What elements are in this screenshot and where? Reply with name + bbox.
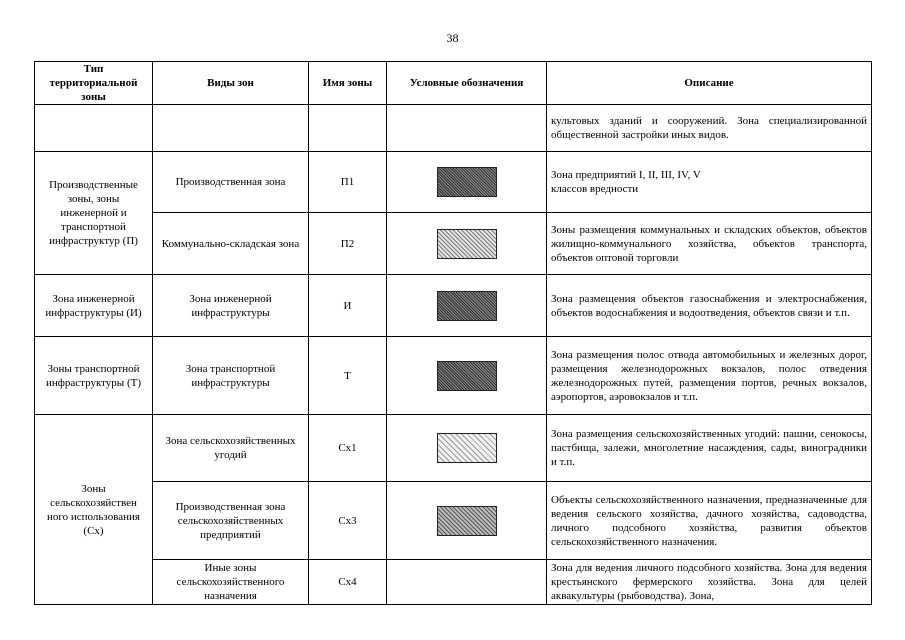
- header-description: Описание: [547, 62, 872, 105]
- table-row: [35, 415, 872, 482]
- medium-hatch-swatch: [437, 506, 497, 536]
- zone-code: П2: [309, 213, 387, 275]
- header-zone-name: Имя зоны: [309, 62, 387, 105]
- description-line: классов вредности: [551, 183, 639, 195]
- zone-description: [547, 152, 872, 213]
- zone-kind: Коммунально-складская зона: [153, 213, 309, 275]
- legend-cell: [387, 152, 547, 213]
- zone-code: П1: [309, 152, 387, 213]
- empty-cell: [309, 105, 387, 152]
- dense-hatch-swatch: [437, 167, 497, 197]
- table-row: [35, 213, 872, 275]
- zone-description: Зона размещения объектов газоснабжения и электроснабжения, объектов водоснабжения и водоотведения, объектов связи и т.п.: [547, 275, 872, 337]
- legend-cell: [387, 415, 547, 482]
- zone-type-agricultural: Зоны сельскохозяйствен ного использования (Сх): [35, 415, 153, 605]
- header-zone-kinds: Виды зон: [153, 62, 309, 105]
- table-row: [35, 482, 872, 560]
- dense-hatch-swatch: [437, 291, 497, 321]
- table-row: [35, 560, 872, 605]
- zone-description: культовых зданий и сооружений. Зона специализированной общественной застройки иных видов.: [547, 105, 872, 152]
- legend-cell: [387, 213, 547, 275]
- zone-type-production: Производственные зоны, зоны инженерной и транспортной инфраструктур (П): [35, 152, 153, 275]
- zone-type-transport: Зоны транспортной инфраструктуры (Т): [35, 337, 153, 415]
- zone-kind: Иные зоны сельскохозяйственного назначения: [153, 560, 309, 605]
- zone-description: Зона для ведения личного подсобного хозяйства. Зона для ведения крестьянского фермерского хозяйства. Зона для целей аквакультуры (рыбоводства). Зона,: [547, 560, 872, 605]
- zone-type-engineering: Зона инженерной инфраструктуры (И): [35, 275, 153, 337]
- legend-cell: [387, 482, 547, 560]
- legend-cell: [387, 275, 547, 337]
- light-hatch-swatch: [437, 433, 497, 463]
- legend-cell: [387, 337, 547, 415]
- header-zone-type: Тип территориальной зоны: [35, 62, 153, 105]
- description-line: Зона предприятий I, II, III, IV, V: [551, 169, 701, 181]
- zone-kind: Производственная зона: [153, 152, 309, 213]
- zone-description: Зона размещения сельскохозяйственных угодий: пашни, сенокосы, пастбища, залежи, многолетние насаждения, сады, виноградники и т.п.: [547, 415, 872, 482]
- table-row: [35, 275, 872, 337]
- zone-code: Сх3: [309, 482, 387, 560]
- empty-cell: [153, 105, 309, 152]
- zones-table: [34, 61, 872, 605]
- header-legend: Условные обозначения: [387, 62, 547, 105]
- table-header-row: [35, 62, 872, 105]
- table-row: [35, 152, 872, 213]
- dense-hatch-swatch: [437, 361, 497, 391]
- zone-description: Объекты сельскохозяйственного назначения, предназначенные для ведения сельского хозяйства, дачного хозяйства, садоводства, личного подсобного хозяйства, развития объектов сельскохозяйственного назначения.: [547, 482, 872, 560]
- empty-cell: [387, 105, 547, 152]
- page-number: 38: [446, 31, 459, 45]
- zone-description: Зона размещения полос отвода автомобильных и железных дорог, размещения железнодорожных вокзалов, полос отведения железнодорожных путей, размещения портов, речных вокзалов, аэропортов, аэровокзалов и т.п.: [547, 337, 872, 415]
- zone-code: Т: [309, 337, 387, 415]
- zone-description: Зоны размещения коммунальных и складских объектов, объектов жилищно-коммунального хозяйства, объектов транспорта, объектов оптовой торговли: [547, 213, 872, 275]
- zone-code: И: [309, 275, 387, 337]
- zone-code: Сх4: [309, 560, 387, 605]
- zone-kind: Зона сельскохозяйственных угодий: [153, 415, 309, 482]
- legend-cell: [387, 560, 547, 605]
- zone-code: Сх1: [309, 415, 387, 482]
- table-row: [35, 105, 872, 152]
- light-hatch-swatch: [437, 229, 497, 259]
- zone-kind: Зона транспортной инфраструктуры: [153, 337, 309, 415]
- zone-kind: Производственная зона сельскохозяйственных предприятий: [153, 482, 309, 560]
- empty-cell: [35, 105, 153, 152]
- zone-kind: Зона инженерной инфраструктуры: [153, 275, 309, 337]
- table-row: [35, 337, 872, 415]
